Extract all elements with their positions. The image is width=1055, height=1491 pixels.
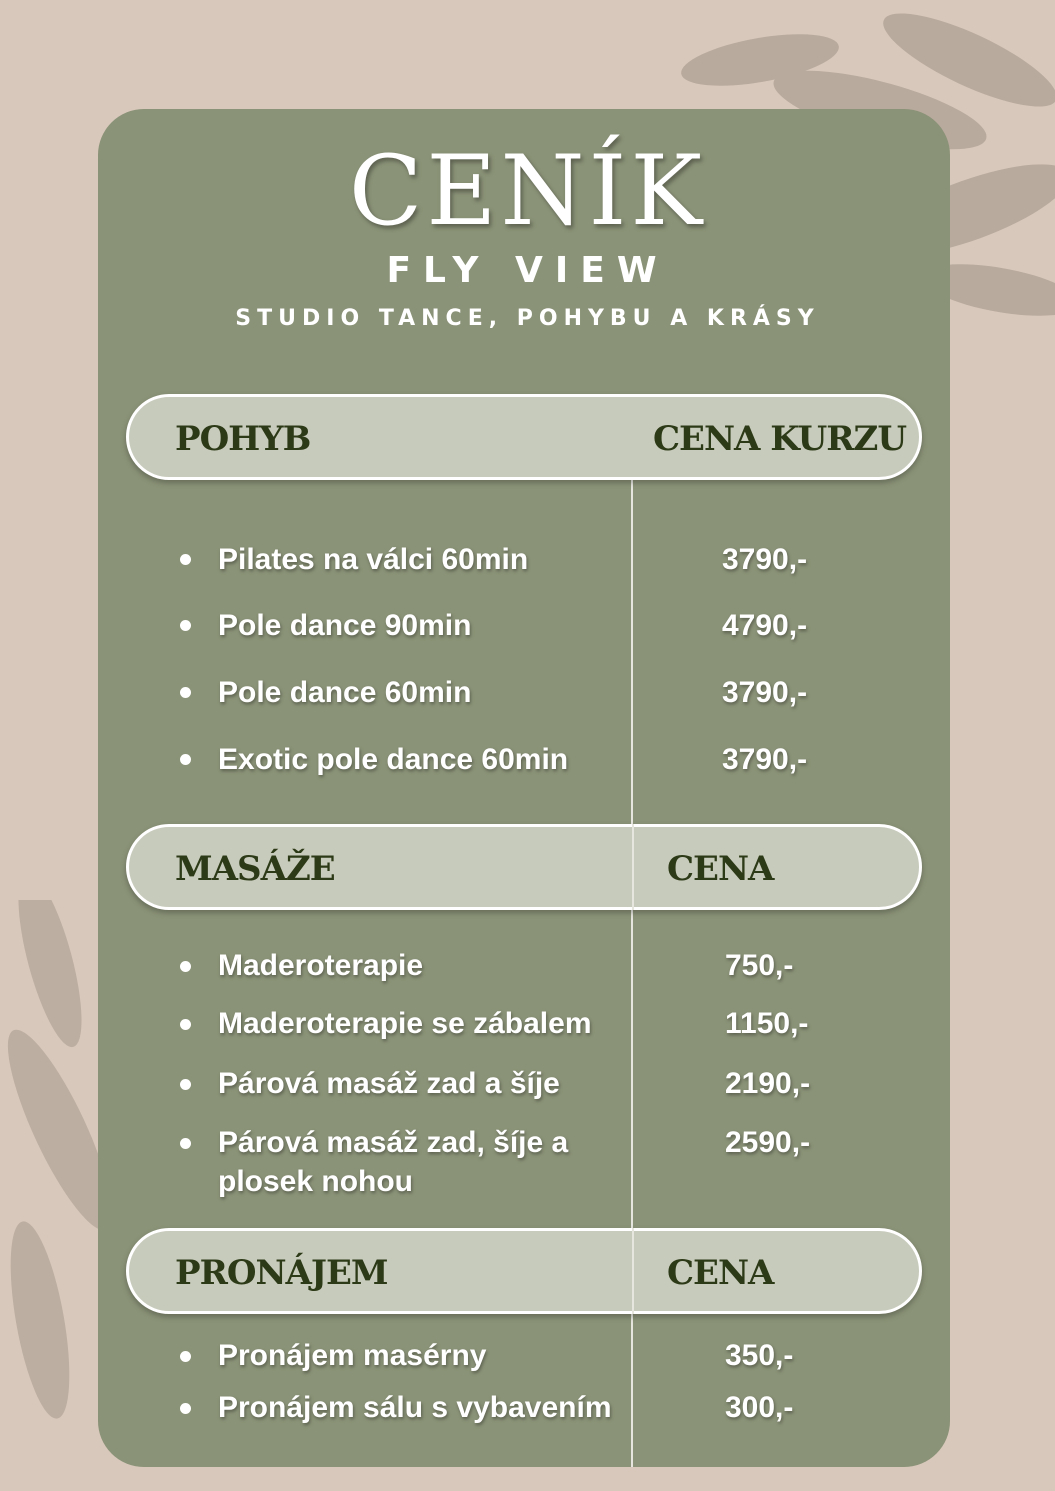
item-name: Exotic pole dance 60min bbox=[218, 743, 569, 776]
item-name: Pole dance 90min bbox=[218, 609, 472, 642]
page-title: CENÍK bbox=[348, 135, 707, 247]
column-divider bbox=[631, 908, 633, 1230]
item-price: 750,- bbox=[725, 949, 794, 982]
section-header-pronajem bbox=[126, 1228, 922, 1314]
header-divider bbox=[632, 824, 634, 910]
item-name: Pilates na válci 60min bbox=[218, 543, 529, 576]
bullet-icon bbox=[180, 1138, 191, 1149]
item-name: Maderoterapie se zábalem bbox=[218, 1007, 592, 1040]
item-price: 1150,- bbox=[725, 1007, 809, 1040]
price-column-header: CENA bbox=[667, 1253, 774, 1293]
item-price: 350,- bbox=[725, 1339, 794, 1372]
item-name: Pronájem masérny bbox=[218, 1339, 487, 1372]
item-name: Maderoterapie bbox=[218, 949, 424, 982]
item-price: 3790,- bbox=[722, 676, 808, 709]
item-name: Párová masáž zad a šíje bbox=[218, 1067, 560, 1100]
item-name-continued: plosek nohou bbox=[218, 1165, 413, 1198]
bullet-icon bbox=[180, 1351, 191, 1362]
section-title: POHYB bbox=[175, 419, 311, 459]
section-title: PRONÁJEM bbox=[175, 1253, 388, 1293]
column-divider bbox=[631, 1312, 633, 1467]
item-price: 4790,- bbox=[722, 609, 808, 642]
bullet-icon bbox=[180, 1019, 191, 1030]
section-title: MASÁŽE bbox=[175, 849, 335, 889]
bullet-icon bbox=[180, 687, 191, 698]
price-column-header: CENA bbox=[667, 849, 774, 889]
item-name: Pronájem sálu s vybavením bbox=[218, 1391, 612, 1424]
price-column-header: CENA KURZU bbox=[653, 419, 906, 459]
bullet-icon bbox=[180, 754, 191, 765]
item-price: 3790,- bbox=[722, 743, 808, 776]
item-price: 300,- bbox=[725, 1391, 794, 1424]
item-price: 3790,- bbox=[722, 543, 808, 576]
section-header-pohyb bbox=[126, 394, 922, 480]
item-name: Párová masáž zad, šíje a bbox=[218, 1126, 569, 1159]
bullet-icon bbox=[180, 554, 191, 565]
column-divider bbox=[631, 480, 633, 825]
item-price: 2590,- bbox=[725, 1126, 811, 1159]
header-divider bbox=[632, 1228, 634, 1314]
item-price: 2190,- bbox=[725, 1067, 811, 1100]
brand-name: FLY VIEW bbox=[386, 250, 669, 291]
bullet-icon bbox=[180, 1403, 191, 1414]
tagline: STUDIO TANCE, POHYBU A KRÁSY bbox=[235, 306, 820, 331]
bullet-icon bbox=[180, 1079, 191, 1090]
bullet-icon bbox=[180, 620, 191, 631]
bullet-icon bbox=[180, 961, 191, 972]
section-header-masaze bbox=[126, 824, 922, 910]
item-name: Pole dance 60min bbox=[218, 676, 472, 709]
